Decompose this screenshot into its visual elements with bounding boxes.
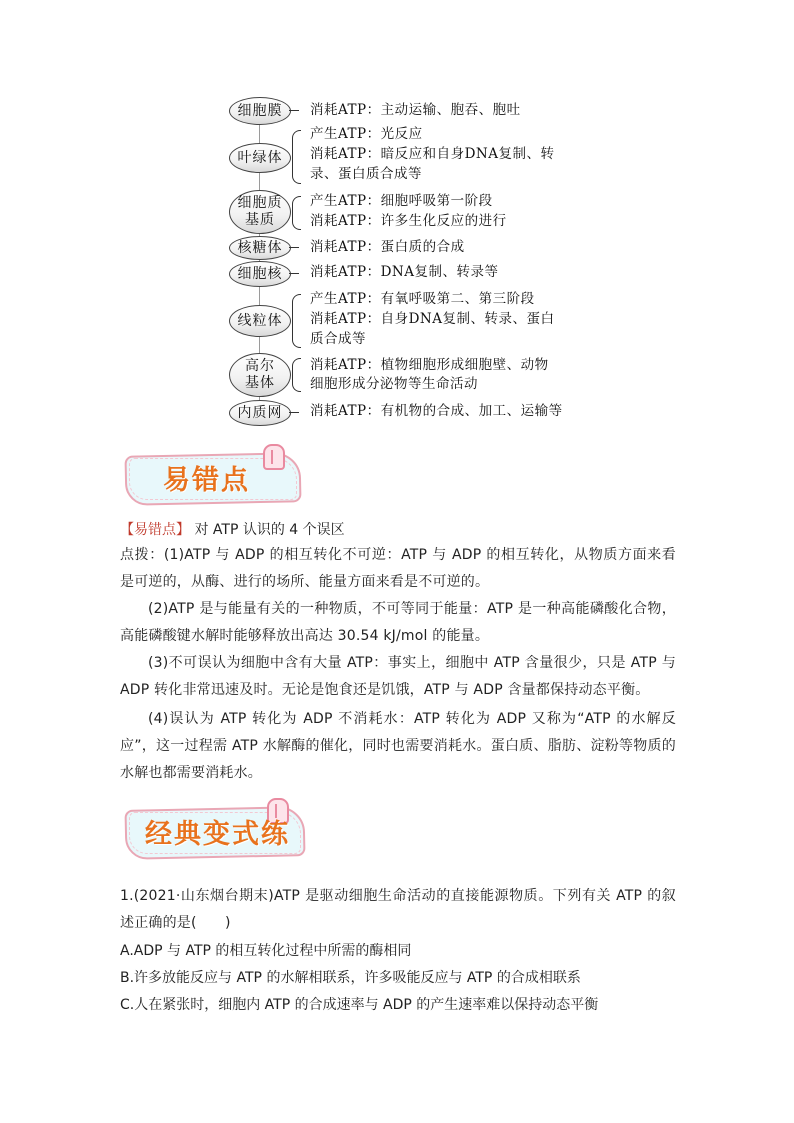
organelle-desc-line: 质合成等 <box>310 331 366 347</box>
organelle-node-mitochondria: 线粒体 <box>229 305 291 337</box>
option-b: B.许多放能反应与 ATP 的水解相联系，许多吸能反应与 ATP 的合成相联系 <box>120 970 581 986</box>
organelle-desc-line: 消耗ATP：有机物的合成、加工、运输等 <box>310 403 563 419</box>
organelle-desc-line: 消耗ATP：自身DNA复制、转录、蛋白 <box>310 311 555 327</box>
organelle-desc-line: 消耗ATP：DNA复制、转录等 <box>310 264 499 280</box>
option-c: C.人在紧张时，细胞内 ATP 的合成速率与 ADP 的产生速率难以保持动态平衡 <box>120 997 599 1013</box>
section-banner-practice <box>125 800 305 858</box>
brace-connector <box>289 412 299 413</box>
organelle-node-cytoplasm-matrix: 细胞质 基质 <box>229 190 291 234</box>
mistake-paragraph-3: (3)不可误认为细胞中含有大量 ATP：事实上，细胞中 ATP 含量很少，只是 ATP 与 ADP 转化非常迅速及时。无论是饱食还是饥饿，ATP 与 ADP 含量都保持动态平衡。 <box>120 655 676 698</box>
banner-title: 经典变式练 <box>145 819 290 850</box>
brace-connector <box>289 273 299 274</box>
organelle-node-golgi: 高尔 基体 <box>229 353 291 397</box>
organelle-desc-line: 消耗ATP：植物细胞形成细胞壁、动物 <box>310 357 549 373</box>
brace-icon <box>292 358 301 392</box>
brace-connector <box>289 247 299 248</box>
organelle-node-cell-membrane: 细胞膜 <box>229 97 291 125</box>
brace-icon <box>292 294 301 348</box>
mistakes-tag: 【易错点】 <box>120 522 190 538</box>
organelle-desc-line: 细胞形成分泌物等生命活动 <box>310 376 478 392</box>
section-banner-mistakes <box>125 446 300 504</box>
brace-connector <box>289 110 299 111</box>
paperclip-icon-bar <box>271 450 273 464</box>
organelle-desc-line: 消耗ATP：蛋白质的合成 <box>310 239 465 255</box>
mistakes-title: 对 ATP 认识的 4 个误区 <box>194 522 345 538</box>
organelle-node-endoplasmic-reticulum: 内质网 <box>229 400 291 426</box>
banner-title: 易错点 <box>163 465 250 496</box>
organelle-desc-line: 产生ATP：有氧呼吸第二、第三阶段 <box>310 291 535 307</box>
organelle-atp-diagram <box>0 0 794 440</box>
organelle-desc-line: 消耗ATP：暗反应和自身DNA复制、转 <box>310 146 555 162</box>
paperclip-icon <box>263 444 285 470</box>
option-a: A.ADP 与 ATP 的相互转化过程中所需的酶相同 <box>120 943 412 959</box>
brace-icon <box>292 130 301 184</box>
organelle-node-nucleus: 细胞核 <box>229 261 291 287</box>
organelle-desc-line: 消耗ATP：主动运输、胞吞、胞吐 <box>310 102 521 118</box>
organelle-desc-line: 消耗ATP：许多生化反应的进行 <box>310 213 507 229</box>
organelle-node-ribosome: 核糖体 <box>229 236 291 260</box>
mistake-paragraph-1: 点拨：(1)ATP 与 ADP 的相互转化不可逆：ATP 与 ADP 的相互转化，从物质方面来看是可逆的，从酶、进行的场所、能量方面来看是不可逆的。 <box>120 547 676 590</box>
question-stem: 1.(2021·山东烟台期末)ATP 是驱动细胞生命活动的直接能源物质。下列有关 ATP 的叙述正确的是( ) <box>120 888 676 931</box>
organelle-desc-line: 产生ATP：光反应 <box>310 126 423 142</box>
organelle-desc-line: 产生ATP：细胞呼吸第一阶段 <box>310 193 493 209</box>
mistake-paragraph-4: (4)误认为 ATP 转化为 ADP 不消耗水：ATP 转化为 ADP 又称为“ATP 的水解反应”，这一过程需 ATP 水解酶的催化，同时也需要消耗水。蛋白质、脂肪、淀粉等物质的水解也都需要消耗水。 <box>120 711 676 781</box>
organelle-desc-line: 录、蛋白质合成等 <box>310 166 422 182</box>
mistakes-heading <box>120 519 345 539</box>
brace-icon <box>292 196 301 230</box>
organelle-node-chloroplast: 叶绿体 <box>229 143 291 173</box>
mistake-paragraph-2: (2)ATP 是与能量有关的一种物质，不可等同于能量：ATP 是一种高能磷酸化合物，高能磷酸键水解时能够释放出高达 30.54 kJ/mol 的能量。 <box>120 601 676 644</box>
